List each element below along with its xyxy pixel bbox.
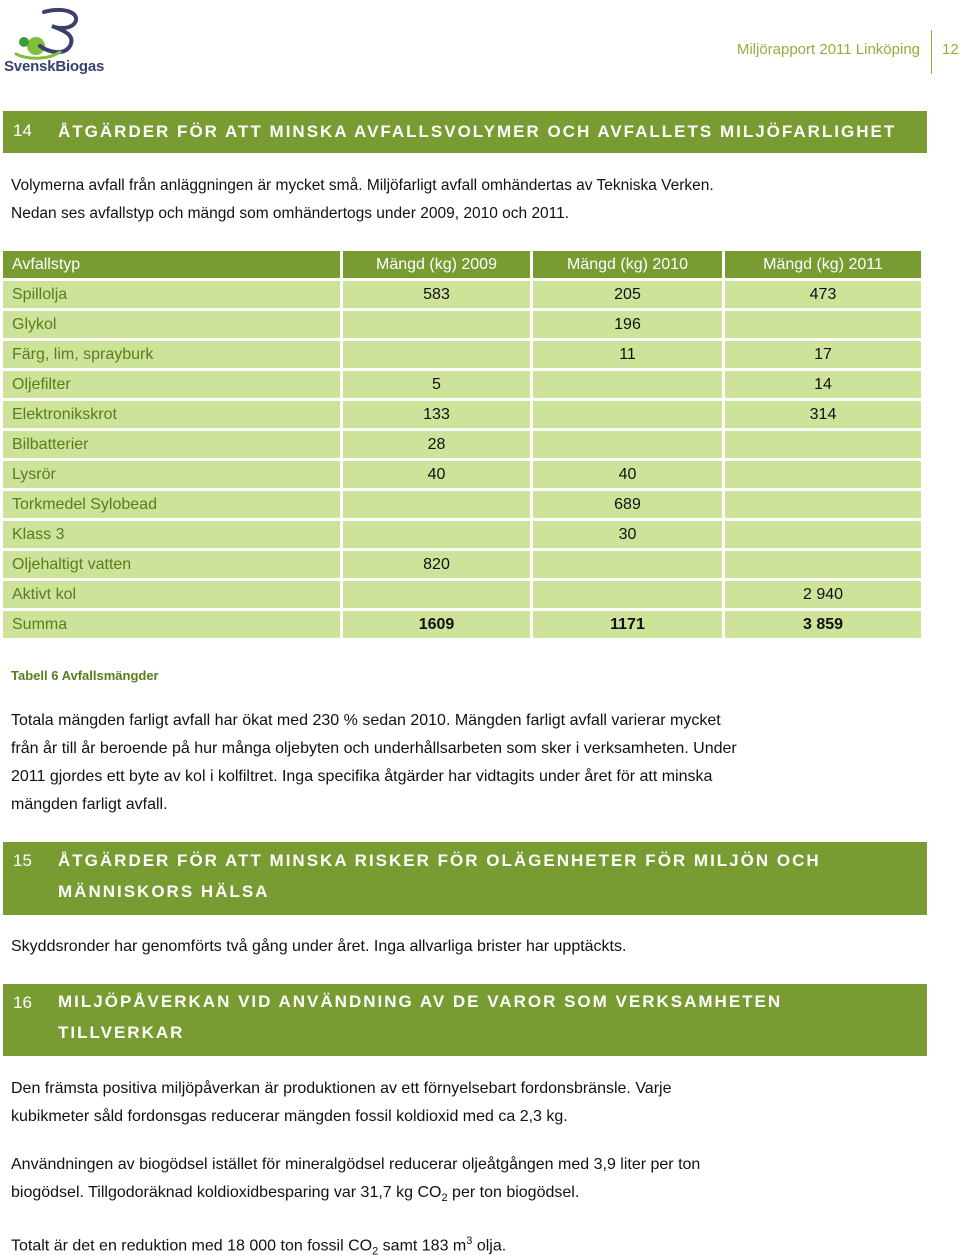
waste-type: Glykol bbox=[3, 311, 340, 338]
section-title-line: MILJÖPÅVERKAN VID ANVÄNDNING AV DE VAROR SOM VERKSAMHETEN bbox=[58, 992, 783, 1011]
value-2010 bbox=[530, 551, 722, 578]
paragraph-line: mängden farligt avfall. bbox=[11, 796, 168, 813]
paragraph-line: från år till år beroende på hur många oljebyten och underhållsarbeten som sker i verksamheten. Under bbox=[11, 740, 737, 757]
value-2009: 5 bbox=[340, 371, 530, 398]
hazardous-waste-paragraph bbox=[11, 707, 737, 819]
total-2011: 3 859 bbox=[722, 611, 921, 638]
table-row bbox=[3, 521, 921, 548]
header-divider bbox=[931, 30, 932, 74]
value-2009: 820 bbox=[340, 551, 530, 578]
value-2011 bbox=[722, 311, 921, 338]
value-2009: 583 bbox=[340, 281, 530, 308]
paragraph-line bbox=[11, 1179, 700, 1212]
value-2011: 17 bbox=[722, 341, 921, 368]
section-number: 16 bbox=[13, 993, 32, 1012]
value-2009 bbox=[340, 521, 530, 548]
waste-type: Torkmedel Sylobead bbox=[3, 491, 340, 518]
logo-swirl-icon bbox=[4, 4, 114, 64]
section-title-line: TILLVERKAR bbox=[58, 1023, 185, 1042]
section-number: 15 bbox=[13, 851, 32, 870]
section-14-heading bbox=[3, 111, 927, 153]
table-header-row bbox=[3, 251, 921, 278]
value-2010: 30 bbox=[530, 521, 722, 548]
text-run: per ton biogödsel. bbox=[447, 1184, 580, 1201]
section-title-line: MÄNNISKORS HÄLSA bbox=[58, 882, 270, 901]
table-row bbox=[3, 371, 921, 398]
waste-type: Elektronikskrot bbox=[3, 401, 340, 428]
value-2009: 133 bbox=[340, 401, 530, 428]
total-label: Summa bbox=[3, 611, 340, 638]
table-row bbox=[3, 551, 921, 578]
value-2010 bbox=[530, 401, 722, 428]
value-2010 bbox=[530, 371, 722, 398]
total-reduction-paragraph bbox=[11, 1227, 506, 1255]
header-cell: Mängd (kg) 2009 bbox=[340, 251, 530, 278]
section-title-line: ÅTGÄRDER FÖR ATT MINSKA RISKER FÖR OLÄGENHETER FÖR MILJÖN OCH bbox=[58, 851, 821, 870]
value-2010 bbox=[530, 431, 722, 458]
value-2011 bbox=[722, 461, 921, 488]
table-row bbox=[3, 431, 921, 458]
waste-type: Spillolja bbox=[3, 281, 340, 308]
total-2009: 1609 bbox=[340, 611, 530, 638]
value-2011 bbox=[722, 551, 921, 578]
paragraph-line: kubikmeter såld fordonsgas reducerar mängden fossil koldioxid med ca 2,3 kg. bbox=[11, 1108, 568, 1125]
section-title bbox=[58, 986, 913, 1048]
value-2009: 40 bbox=[340, 461, 530, 488]
table-caption: Tabell 6 Avfallsmängder bbox=[11, 668, 159, 683]
table-row bbox=[3, 401, 921, 428]
value-2010 bbox=[530, 581, 722, 608]
header-cell: Mängd (kg) 2011 bbox=[722, 251, 921, 278]
table-total-row bbox=[3, 611, 921, 638]
waste-type: Lysrör bbox=[3, 461, 340, 488]
table-row bbox=[3, 461, 921, 488]
waste-table bbox=[3, 248, 921, 641]
value-2011: 473 bbox=[722, 281, 921, 308]
value-2011: 2 940 bbox=[722, 581, 921, 608]
waste-type: Klass 3 bbox=[3, 521, 340, 548]
subscript: 2 bbox=[372, 1245, 379, 1255]
waste-type: Färg, lim, sprayburk bbox=[3, 341, 340, 368]
text-run: olja. bbox=[472, 1237, 507, 1255]
safety-rounds-paragraph: Skyddsronder har genomförts två gång under året. Inga allvarliga brister har upptäckts. bbox=[11, 938, 627, 955]
text-run: Totalt är det en reduktion med 18 000 ton fossil CO bbox=[11, 1237, 373, 1255]
report-title: Miljörapport 2011 Linköping bbox=[736, 41, 920, 58]
value-2011: 14 bbox=[722, 371, 921, 398]
value-2011 bbox=[722, 521, 921, 548]
page-number: 12 bbox=[942, 41, 959, 58]
value-2009 bbox=[340, 311, 530, 338]
value-2009: 28 bbox=[340, 431, 530, 458]
section-title bbox=[58, 845, 913, 907]
section-number: 14 bbox=[13, 121, 32, 140]
paragraph-line: Användningen av biogödsel istället för mineralgödsel reducerar oljeåtgången med 3,9 liter per ton bbox=[11, 1156, 701, 1173]
logo-text: SvenskBiogas bbox=[4, 58, 105, 75]
section-16-heading bbox=[3, 984, 927, 1056]
table-row bbox=[3, 581, 921, 608]
section-title: ÅTGÄRDER FÖR ATT MINSKA AVFALLSVOLYMER OCH AVFALLETS MILJÖFARLIGHET bbox=[58, 122, 897, 141]
value-2010: 196 bbox=[530, 311, 722, 338]
table-row bbox=[3, 311, 921, 338]
intro-line: Nedan ses avfallstyp och mängd som omhändertogs under 2009, 2010 och 2011. bbox=[11, 205, 570, 222]
section-15-heading bbox=[3, 842, 927, 915]
text-run: samt 183 m bbox=[378, 1237, 467, 1255]
header-cell: Avfallstyp bbox=[3, 251, 340, 278]
table-row bbox=[3, 341, 921, 368]
total-2010: 1171 bbox=[530, 611, 722, 638]
table-row bbox=[3, 491, 921, 518]
superscript: 3 bbox=[466, 1235, 473, 1247]
value-2010: 40 bbox=[530, 461, 722, 488]
paragraph-line: Totala mängden farligt avfall har ökat med 230 % sedan 2010. Mängden farligt avfall varierar mycket bbox=[11, 712, 721, 729]
value-2010: 11 bbox=[530, 341, 722, 368]
value-2011 bbox=[722, 431, 921, 458]
intro-line: Volymerna avfall från anläggningen är mycket små. Miljöfarligt avfall omhändertas av Tekniska Verken. bbox=[11, 177, 714, 194]
table-row bbox=[3, 281, 921, 308]
header-cell: Mängd (kg) 2010 bbox=[530, 251, 722, 278]
value-2009 bbox=[340, 341, 530, 368]
positive-impact-paragraph bbox=[11, 1075, 671, 1131]
waste-type: Oljefilter bbox=[3, 371, 340, 398]
waste-type: Aktivt kol bbox=[3, 581, 340, 608]
intro-paragraph bbox=[11, 172, 714, 228]
value-2010: 689 bbox=[530, 491, 722, 518]
text-run: biogödsel. Tillgodoräknad koldioxidbesparing var 31,7 kg CO bbox=[11, 1184, 442, 1201]
waste-type: Bilbatterier bbox=[3, 431, 340, 458]
subscript: 2 bbox=[441, 1192, 448, 1205]
value-2011 bbox=[722, 491, 921, 518]
paragraph-line: Den främsta positiva miljöpåverkan är produktionen av ett förnyelsebart fordonsbränsle. Varje bbox=[11, 1080, 672, 1097]
paragraph-line: 2011 gjordes ett byte av kol i kolfiltret. Inga specifika åtgärder har vidtagits under året för att minska bbox=[11, 768, 713, 785]
biofertilizer-paragraph bbox=[11, 1151, 700, 1212]
value-2009 bbox=[340, 581, 530, 608]
value-2010: 205 bbox=[530, 281, 722, 308]
value-2011: 314 bbox=[722, 401, 921, 428]
value-2009 bbox=[340, 491, 530, 518]
waste-type: Oljehaltigt vatten bbox=[3, 551, 340, 578]
